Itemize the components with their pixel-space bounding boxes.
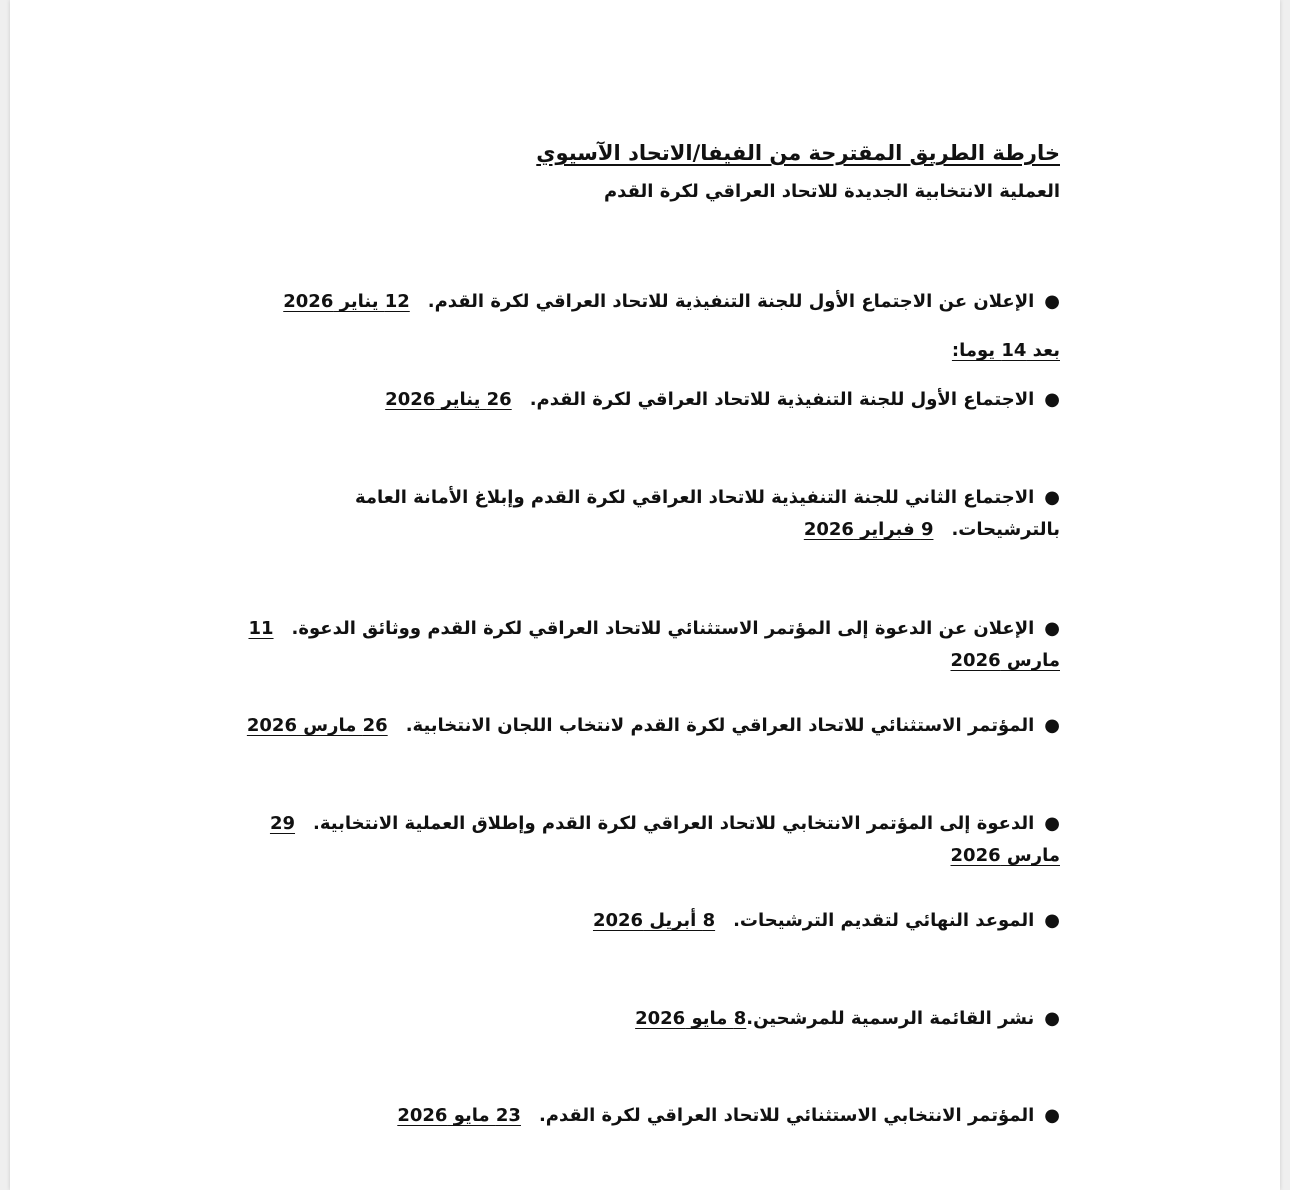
item-date: 8 مايو 2026 (635, 1008, 747, 1029)
list-item (236, 482, 1060, 546)
bullet-icon: ● (1044, 813, 1060, 834)
document-title: خارطة الطريق المقترحة من الفيفا/الاتحاد الآسيوي (536, 141, 1060, 165)
item-text: المؤتمر الاستثنائي للاتحاد العراقي لكرة القدم لانتخاب اللجان الانتخابية. (405, 715, 1035, 736)
item-text: الاجتماع الثاني للجنة التنفيذية للاتحاد العراقي لكرة القدم وإبلاغ الأمانة العامة بالترشيحات. (354, 487, 1060, 540)
item-date: 11 مارس 2026 (248, 618, 1060, 671)
item-text: الإعلان عن الاجتماع الأول للجنة التنفيذية للاتحاد العراقي لكرة القدم. (427, 291, 1035, 312)
item-date: 9 فبراير 2026 (803, 519, 934, 540)
bullet-icon: ● (1044, 1105, 1060, 1126)
list-item (236, 808, 1060, 872)
list-item (236, 613, 1060, 677)
item-date: 12 يناير 2026 (283, 291, 410, 312)
item-date: 26 يناير 2026 (385, 389, 512, 410)
document-subtitle: العملية الانتخابية الجديدة للاتحاد العراقي لكرة القدم (603, 181, 1060, 202)
item-text: نشر القائمة الرسمية للمرشحين. (746, 1008, 1035, 1029)
bullet-icon: ● (1044, 291, 1060, 312)
item-text: الدعوة إلى المؤتمر الانتخابي للاتحاد العراقي لكرة القدم وإطلاق العملية الانتخابية. (313, 813, 1035, 834)
item-text: الموعد النهائي لتقديم الترشيحات. (733, 910, 1035, 931)
item-date: 23 مايو 2026 (397, 1105, 521, 1126)
list-item (236, 1003, 1060, 1035)
list-item (236, 384, 1060, 416)
item-date: 26 مارس 2026 (246, 715, 388, 736)
list-item (236, 1100, 1060, 1132)
bullet-icon: ● (1044, 715, 1060, 736)
bullet-icon: ● (1044, 1008, 1060, 1029)
bullet-icon: ● (1044, 487, 1060, 508)
item-date: 8 أبريل 2026 (592, 910, 716, 931)
item-text: الاجتماع الأول للجنة التنفيذية للاتحاد العراقي لكرة القدم. (529, 389, 1035, 410)
after-note: بعد 14 يوما: (951, 340, 1060, 361)
list-item (236, 286, 1060, 318)
item-text: الإعلان عن الدعوة إلى المؤتمر الاستثنائي للاتحاد العراقي لكرة القدم ووثائق الدعوة. (291, 618, 1035, 639)
item-text: المؤتمر الانتخابي الاستثنائي للاتحاد العراقي لكرة القدم. (538, 1105, 1035, 1126)
bullet-icon: ● (1044, 910, 1060, 931)
bullet-icon: ● (1044, 389, 1060, 410)
bullet-icon: ● (1044, 618, 1060, 639)
list-item (236, 710, 1060, 742)
list-item (236, 905, 1060, 937)
item-date: 29 مارس 2026 (269, 813, 1060, 866)
document-page (10, 0, 1280, 1190)
document-content (236, 128, 1060, 1126)
